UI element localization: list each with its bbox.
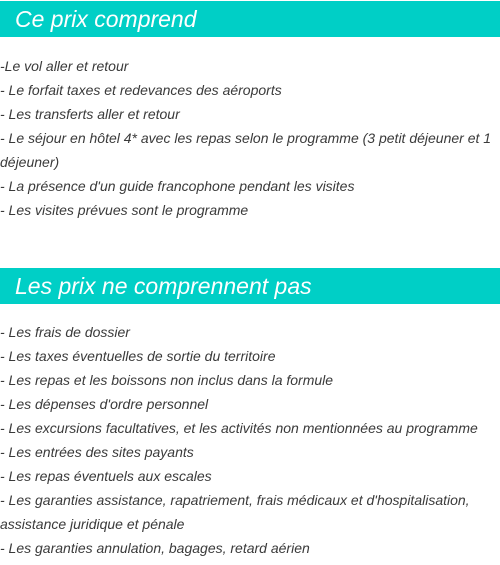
list-item: - Le séjour en hôtel 4* avec les repas selon le programme (3 petit déjeuner et 1 déjeuner): [0, 130, 492, 170]
list-item: - Les taxes éventuelles de sortie du territoire: [0, 348, 276, 364]
list-item: - Les garanties assistance, rapatriement, frais médicaux et d'hospitalisation, assistance juridique et pénale: [0, 492, 470, 532]
list-item: - Les repas éventuels aux escales: [0, 468, 212, 484]
included-section-title: Ce prix comprend: [0, 1, 500, 37]
list-item: - Les repas et les boissons non inclus dans la formule: [0, 372, 334, 388]
list-item: - Les entrées des sites payants: [0, 444, 194, 460]
list-item: - Les dépenses d'ordre personnel: [0, 396, 209, 412]
price-details-panel: [0, 1, 500, 560]
list-item: - La présence d'un guide francophone pendant les visites: [0, 178, 355, 194]
list-item: - Les transferts aller et retour: [0, 106, 180, 122]
list-item: -Le vol aller et retour: [0, 58, 129, 74]
included-list: [0, 54, 500, 222]
list-item: - Les excursions facultatives, et les activités non mentionnées au programme: [0, 420, 478, 436]
list-item: - Le forfait taxes et redevances des aéroports: [0, 82, 282, 98]
excluded-section-title: Les prix ne comprennent pas: [0, 268, 500, 304]
list-item: - Les garanties annulation, bagages, retard aérien: [0, 540, 310, 556]
list-item: - Les visites prévues sont le programme: [0, 202, 249, 218]
list-item: - Les frais de dossier: [0, 324, 130, 340]
excluded-list: [0, 320, 500, 560]
